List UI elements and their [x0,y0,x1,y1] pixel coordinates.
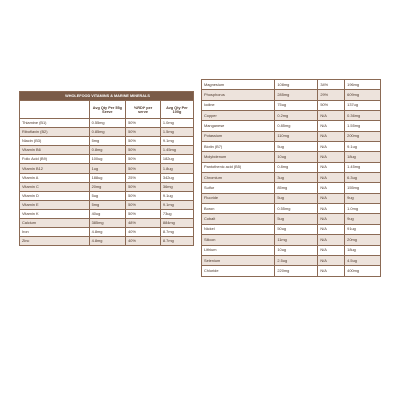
qty-per-100g-cell: 1.5mg [160,128,193,137]
qty-per-100g-cell: 1.45mg [345,162,381,172]
qty-per-100g-cell: 6.3ug [345,173,381,183]
qty-per-100g-cell: 400mg [345,266,381,276]
qty-per-serve-cell: 85mg [275,183,318,193]
qty-per-serve-cell: 0.8mg [89,146,126,155]
nutrient-name-cell: Biotin (B7) [202,142,275,152]
rdi-cell: 40% [126,228,161,237]
rdi-cell: N/A [318,245,345,255]
qty-per-serve-cell: 10ug [275,152,318,162]
nutrient-name-cell: Iodine [202,100,275,110]
table-row [202,193,381,203]
qty-per-serve-cell: 4.8mg [89,237,126,246]
qty-per-serve-cell: 5ug [275,142,318,152]
nutrient-name-cell: Vitamin D [20,191,90,200]
table-row [202,183,381,193]
table-row [20,191,194,200]
nutrient-name-cell: Vitamin B6 [20,146,90,155]
rdi-cell: 48% [126,219,161,228]
qty-per-100g-cell: 36mg [160,182,193,191]
qty-per-100g-cell: 9.1ug [345,142,381,152]
qty-per-100g-cell: 1.0mg [160,119,193,128]
rdi-cell: 50% [126,182,161,191]
table-header-row [20,101,194,119]
qty-per-100g-cell: 155mg [345,183,381,193]
table-row [202,245,381,255]
qty-per-serve-cell: 5mg [89,137,126,146]
rdi-cell: N/A [318,131,345,141]
table-row [202,173,381,183]
table-row [20,182,194,191]
rdi-cell: N/A [318,183,345,193]
qty-per-100g-cell: 200mg [345,131,381,141]
table-row [202,152,381,162]
qty-per-100g-cell: 1.0mg [345,204,381,214]
nutrient-name-cell: Chromium [202,173,275,183]
nutrient-name-cell: Vitamin C [20,182,90,191]
qty-per-serve-cell: 0.55mg [89,119,126,128]
table-row [20,228,194,237]
qty-per-serve-cell: 50ug [275,224,318,234]
nutrient-name-cell: Chloride [202,266,275,276]
qty-per-100g-cell: 182ug [160,155,193,164]
minerals-table-body [202,80,381,277]
table-row [202,90,381,100]
qty-per-serve-cell: 0.85mg [275,121,318,131]
minerals-table-panel [201,79,381,277]
table-row [202,235,381,245]
rdi-cell: N/A [318,193,345,203]
minerals-continued-table [201,79,381,277]
table-row [20,119,194,128]
table-row [202,142,381,152]
qty-per-100g-cell: 609mg [345,90,381,100]
nutrient-name-cell: Riboflavin (B2) [20,128,90,137]
qty-per-serve-cell: 75ug [275,100,318,110]
rdi-cell: N/A [318,204,345,214]
qty-per-100g-cell: 20mg [345,235,381,245]
nutrient-name-cell: Cobalt [202,214,275,224]
rdi-cell: N/A [318,255,345,265]
nutrient-name-cell: Magnesium [202,80,275,90]
qty-per-serve-cell: 108mg [275,80,318,90]
qty-per-100g-cell: 9.1mg [160,137,193,146]
table-row [202,204,381,214]
qty-per-serve-cell: 0.55mg [275,204,318,214]
rdi-cell: N/A [318,214,345,224]
qty-per-100g-cell: 8.7mg [160,237,193,246]
nutrient-name-cell: Pantothenic acid (B5) [202,162,275,172]
table-row [202,100,381,110]
rdi-cell: N/A [318,235,345,245]
nutrient-name-cell: Molybdenum [202,152,275,162]
table-row [202,80,381,90]
rdi-cell: 50% [126,146,161,155]
qty-per-serve-cell: 220mg [275,266,318,276]
qty-per-100g-cell: 1.55mg [345,121,381,131]
qty-per-100g-cell: 9.1mg [160,200,193,209]
qty-per-serve-cell: 285mg [275,90,318,100]
table-row [20,128,194,137]
rdi-cell: N/A [318,266,345,276]
header-qty-per-100g: Avg Qty Per 100g [160,101,193,119]
rdi-cell: 29% [318,90,345,100]
table-row [202,162,381,172]
qty-per-serve-cell: 385mg [89,219,126,228]
table-row [20,155,194,164]
table-title: WHOLEFOOD VITAMINS & MARINE MINERALS [20,92,194,101]
rdi-cell: 50% [126,191,161,200]
qty-per-serve-cell: 10ug [275,245,318,255]
rdi-cell: 50% [126,128,161,137]
nutrient-name-cell: Vitamin K [20,209,90,218]
nutrient-name-cell: Phosphorus [202,90,275,100]
table-row [20,200,194,209]
rdi-cell: 50% [318,100,345,110]
nutrient-name-cell: Copper [202,111,275,121]
qty-per-100g-cell: 884mg [160,219,193,228]
table-row [20,209,194,218]
qty-per-100g-cell: 91ug [345,224,381,234]
rdi-cell: N/A [318,152,345,162]
qty-per-serve-cell: 4.8mg [89,228,126,237]
qty-per-serve-cell: 0.8mg [275,162,318,172]
nutrient-name-cell: Vitamin E [20,200,90,209]
qty-per-serve-cell: 1ug [89,164,126,173]
table-row [202,224,381,234]
qty-per-serve-cell: 5ug [275,193,318,203]
rdi-cell: N/A [318,121,345,131]
table-row [202,214,381,224]
table-row [202,121,381,131]
qty-per-serve-cell: 11mg [275,235,318,245]
qty-per-serve-cell: 2.5ug [275,255,318,265]
rdi-cell: 50% [126,155,161,164]
qty-per-serve-cell: 100ug [89,155,126,164]
qty-per-100g-cell: 0.36mg [345,111,381,121]
qty-per-serve-cell: 0.2mg [275,111,318,121]
qty-per-100g-cell: 9.1ug [160,191,193,200]
nutrient-name-cell: Fluoride [202,193,275,203]
rdi-cell: 40% [126,237,161,246]
nutrient-name-cell: Boron [202,204,275,214]
rdi-cell: N/A [318,142,345,152]
rdi-cell: N/A [318,111,345,121]
qty-per-serve-cell: 110mg [275,131,318,141]
header-nutrient [20,101,90,119]
nutrient-name-cell: Sulfur [202,183,275,193]
nutrient-name-cell: Manganese [202,121,275,131]
vitamins-table-panel [19,91,194,246]
qty-per-100g-cell: 137ug [345,100,381,110]
table-row [20,164,194,173]
nutrient-name-cell: Iron [20,228,90,237]
rdi-cell: 50% [126,164,161,173]
table-row [20,146,194,155]
table-row [20,173,194,182]
rdi-cell: 34% [318,80,345,90]
qty-per-serve-cell: 0.85mg [89,128,126,137]
nutrient-name-cell: Calcium [20,219,90,228]
qty-per-serve-cell: 188ug [89,173,126,182]
nutrient-name-cell: Thiamine (B1) [20,119,90,128]
rdi-cell: 50% [126,119,161,128]
nutrient-name-cell: Selenium [202,255,275,265]
qty-per-serve-cell: 5ug [275,214,318,224]
qty-per-100g-cell: 18ug [345,152,381,162]
vitamins-minerals-table [19,91,194,246]
qty-per-serve-cell: 5mg [89,200,126,209]
rdi-cell: 50% [126,209,161,218]
rdi-cell: 50% [126,137,161,146]
vitamins-table-body [20,119,194,246]
qty-per-serve-cell: 3ug [275,173,318,183]
header-qty-per-serve: Avg Qty Per 55g Serve [89,101,126,119]
nutrient-name-cell: Nickel [202,224,275,234]
table-row [20,219,194,228]
table-row [20,137,194,146]
nutrient-name-cell: Zinc [20,237,90,246]
rdi-cell: 25% [126,173,161,182]
qty-per-serve-cell: 40ug [89,209,126,218]
nutrient-name-cell: Lithium [202,245,275,255]
table-row [202,111,381,121]
qty-per-100g-cell: 73ug [160,209,193,218]
qty-per-100g-cell: 4.5ug [345,255,381,265]
qty-per-100g-cell: 8.7mg [160,228,193,237]
qty-per-100g-cell: 342ug [160,173,193,182]
qty-per-serve-cell: 20mg [89,182,126,191]
qty-per-100g-cell: 1.45mg [160,146,193,155]
nutrient-name-cell: Potassium [202,131,275,141]
table-row [20,237,194,246]
qty-per-100g-cell: 196mg [345,80,381,90]
nutrient-name-cell: Vitamin B12 [20,164,90,173]
qty-per-100g-cell: 9ug [345,193,381,203]
rdi-cell: N/A [318,173,345,183]
table-row [202,131,381,141]
rdi-cell: N/A [318,162,345,172]
table-row [202,266,381,276]
nutrient-name-cell: Folic Acid (B9) [20,155,90,164]
table-row [202,255,381,265]
header-rdi-per-serve: %RDI* per serve [126,101,161,119]
qty-per-100g-cell: 1.8ug [160,164,193,173]
rdi-cell: N/A [318,224,345,234]
qty-per-serve-cell: 5ug [89,191,126,200]
qty-per-100g-cell: 9ug [345,214,381,224]
nutrient-name-cell: Niacin (B3) [20,137,90,146]
qty-per-100g-cell: 18ug [345,245,381,255]
rdi-cell: 50% [126,200,161,209]
nutrient-name-cell: Silicon [202,235,275,245]
nutrient-name-cell: Vitamin A [20,173,90,182]
